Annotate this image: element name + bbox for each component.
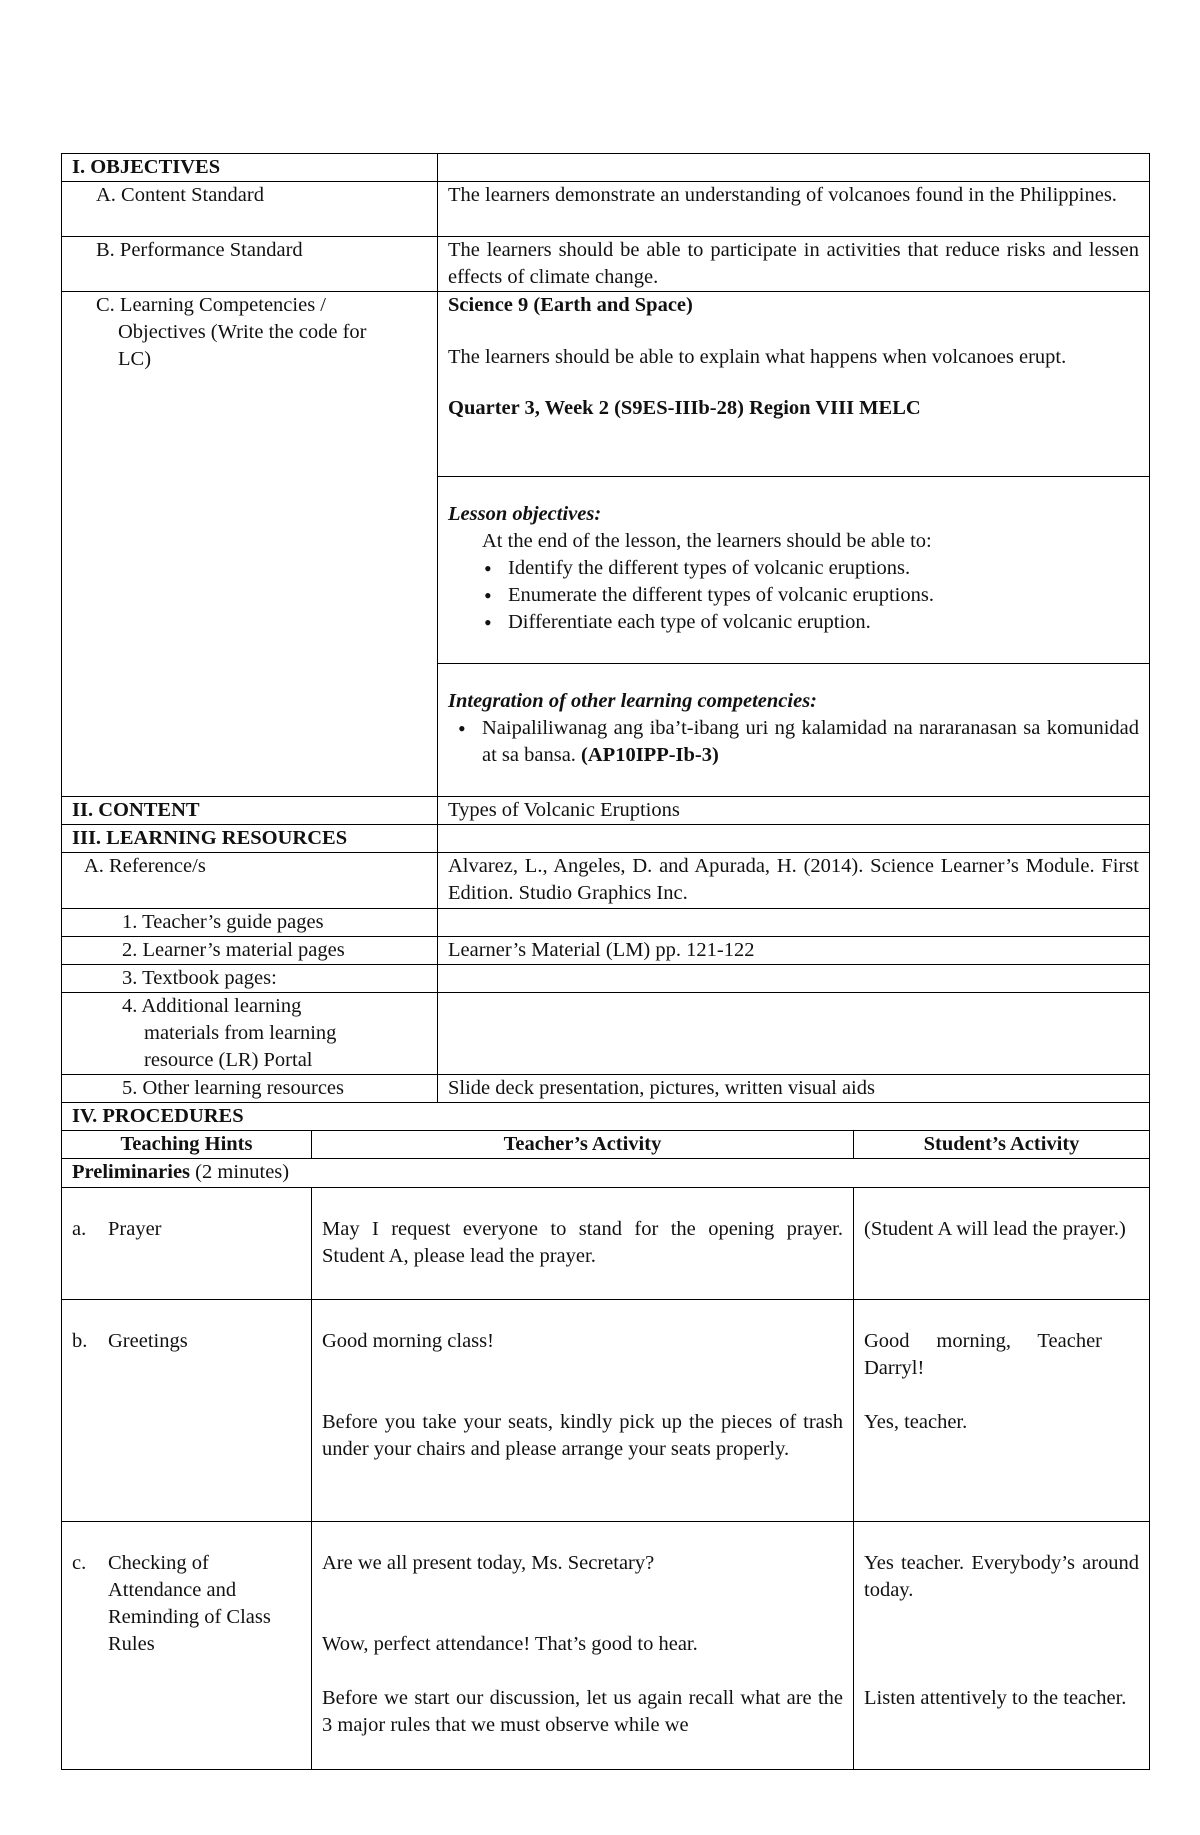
teachers-guide-value <box>438 909 1150 937</box>
other-resources-value: Slide deck presentation, pictures, written visual aids <box>438 1075 1150 1103</box>
competency-cell <box>438 292 1150 477</box>
attendance-student <box>854 1521 1150 1769</box>
attendance-teacher-1: Are we all present today, Ms. Secretary? <box>322 1551 655 1574</box>
prayer-teacher: May I request everyone to stand for the opening prayer. Student A, please lead the prayer. <box>312 1187 854 1299</box>
learners-material-value: Learner’s Material (LM) pp. 121-122 <box>438 937 1150 965</box>
references-value: Alvarez, L., Angeles, D. and Apurada, H. (2014). Science Learner’s Module. First Edition. Studio Graphics Inc. <box>438 853 1150 909</box>
content-value: Types of Volcanic Eruptions <box>438 797 1150 825</box>
list-item <box>448 715 1139 769</box>
additional-materials-value <box>438 993 1150 1075</box>
resources-heading-blank <box>438 825 1150 853</box>
competencies-label-line3: LC) <box>118 348 152 370</box>
competencies-label-line2: Objectives (Write the code for <box>118 321 367 343</box>
objectives-heading: I. OBJECTIVES <box>62 154 438 182</box>
preliminaries-row <box>62 1158 1150 1187</box>
prayer-label: Prayer <box>108 1217 162 1240</box>
competency-code: Quarter 3, Week 2 (S9ES-IIIb-28) Region VIII MELC <box>448 397 921 419</box>
greetings-teacher-2: Before you take your seats, kindly pick up the pieces of trash under your chairs and please arrange your seats properly. <box>322 1410 843 1460</box>
prayer-student: (Student A will lead the prayer.) <box>854 1187 1150 1299</box>
attendance-hint <box>62 1521 312 1769</box>
integration-cell <box>438 664 1150 797</box>
preliminaries-label: Preliminaries <box>72 1160 191 1183</box>
additional-materials-label <box>62 993 438 1075</box>
integration-code: (AP10IPP-Ib-3) <box>581 744 719 766</box>
lesson-objectives-cell <box>438 477 1150 664</box>
content-standard-value: The learners demonstrate an understanding of volcanoes found in the Philippines. <box>438 182 1150 237</box>
procedures-heading: IV. PROCEDURES <box>62 1102 1150 1130</box>
additional-label-line2: materials from learning <box>144 1022 337 1044</box>
attendance-student-1: Yes teacher. Everybody’s around today. <box>864 1551 1140 1601</box>
greetings-student-2: Yes, teacher. <box>864 1410 968 1433</box>
additional-label-line3: resource (LR) Portal <box>144 1049 313 1071</box>
list-item: • Differentiate each type of volcanic eruption. <box>448 609 1139 636</box>
greetings-teacher-1: Good morning class! <box>322 1329 494 1352</box>
greetings-label: Greetings <box>108 1329 188 1352</box>
integration-text: Naipaliliwanag ang iba’t-ibang uri ng kalamidad na nararanasan sa komunidad at sa bansa. <box>482 717 1139 766</box>
textbook-value <box>438 965 1150 993</box>
integration-title: Integration of other learning competencies: <box>448 690 817 712</box>
lesson-objectives-list <box>448 555 1139 636</box>
content-heading: II. CONTENT <box>62 797 438 825</box>
additional-label-line1: 4. Additional learning <box>122 995 302 1017</box>
lesson-objectives-intro: At the end of the lesson, the learners should be able to: <box>482 530 932 552</box>
competencies-label <box>62 292 438 797</box>
competency-text: The learners should be able to explain what happens when volcanoes erupt. <box>448 346 1067 368</box>
prayer-marker: a. <box>72 1217 87 1240</box>
col-teachers-activity: Teacher’s Activity <box>312 1130 854 1158</box>
greetings-hint <box>62 1299 312 1521</box>
attendance-teacher <box>312 1521 854 1769</box>
greetings-student-1: Good morning, Teacher Darryl! <box>864 1329 1102 1379</box>
content-standard-label: A. Content Standard <box>62 182 438 237</box>
attendance-teacher-2: Wow, perfect attendance! That’s good to hear. <box>322 1632 698 1655</box>
greetings-teacher <box>312 1299 854 1521</box>
lesson-plan <box>61 153 1149 1770</box>
performance-standard-value: The learners should be able to participate in activities that reduce risks and lessen effects of climate change. <box>438 237 1150 292</box>
attendance-marker: c. <box>72 1551 87 1574</box>
learners-material-label: 2. Learner’s material pages <box>62 937 438 965</box>
attendance-student-3: Listen attentively to the teacher. <box>864 1686 1127 1709</box>
lesson-objectives-title: Lesson objectives: <box>448 503 602 525</box>
other-resources-label: 5. Other learning resources <box>62 1075 438 1103</box>
greetings-student <box>854 1299 1150 1521</box>
competencies-label-line1: C. Learning Competencies / <box>96 294 326 316</box>
teachers-guide-label: 1. Teacher’s guide pages <box>62 909 438 937</box>
subject-title: Science 9 (Earth and Space) <box>448 294 693 316</box>
attendance-label: Checking of Attendance and Reminding of Class Rules <box>108 1551 271 1655</box>
greetings-marker: b. <box>72 1329 88 1352</box>
performance-standard-label: B. Performance Standard <box>62 237 438 292</box>
objectives-resources-table <box>61 153 1150 1103</box>
list-item: • Identify the different types of volcanic eruptions. <box>448 555 1139 582</box>
attendance-teacher-3: Before we start our discussion, let us again recall what are the 3 major rules that we must observe while we <box>322 1686 843 1736</box>
list-item: • Enumerate the different types of volcanic eruptions. <box>448 582 1139 609</box>
textbook-label: 3. Textbook pages: <box>62 965 438 993</box>
references-label: A. Reference/s <box>62 853 438 909</box>
procedures-table <box>61 1102 1150 1770</box>
col-students-activity: Student’s Activity <box>854 1130 1150 1158</box>
preliminaries-time: (2 minutes) <box>195 1160 290 1183</box>
resources-heading: III. LEARNING RESOURCES <box>62 825 438 853</box>
col-teaching-hints: Teaching Hints <box>62 1130 312 1158</box>
objectives-heading-blank <box>438 154 1150 182</box>
prayer-hint <box>62 1187 312 1299</box>
